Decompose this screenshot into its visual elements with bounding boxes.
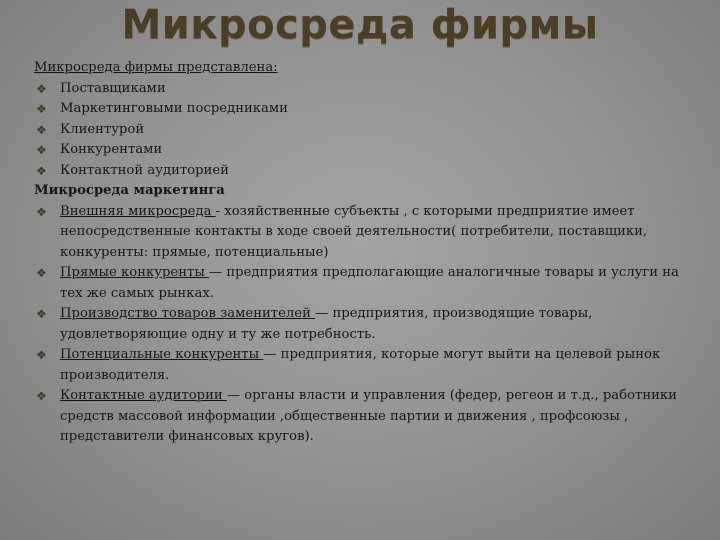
definition: — предприятия, производящие товары, удовлетворяющие одну и ту же потребность. [60,306,593,342]
diamond-bullet-icon: ❖ [36,389,47,403]
term: Контактные аудитории [60,388,227,403]
diamond-bullet-icon: ❖ [36,122,47,137]
list-item [34,345,694,386]
definition: — предприятия предполагающие аналогичные товары и услуги на тех же самых рынках. [60,265,679,301]
list-marketing [34,202,694,448]
list-item [34,79,694,100]
term: Внешняя микросреда [60,203,216,219]
slide-title: Микросреда фирмы [121,2,599,48]
term: Производство товаров заменителей [60,306,316,321]
section-heading-microenvironment: Микросреда фирмы представлена: [34,60,278,75]
list-item [34,140,694,161]
list-item [34,161,694,182]
diamond-bullet-icon: ❖ [36,204,47,219]
diamond-bullet-icon: ❖ [36,307,47,321]
list-microenvironment [34,79,694,182]
list-item [34,304,694,345]
definition: — предприятия, которые могут выйти на целевой рынок производителя. [60,347,661,383]
list-item [34,99,694,120]
list-item [34,263,694,304]
term: Потенциальные конкуренты [60,347,264,362]
diamond-bullet-icon: ❖ [36,266,47,280]
diamond-bullet-icon: ❖ [36,348,47,362]
list-item-text: Контактной аудиторией [60,162,229,178]
list-item-text: Маркетинговыми посредниками [60,101,288,116]
section-heading-marketing: Микросреда маркетинга [34,183,225,198]
diamond-bullet-icon: ❖ [36,143,47,157]
list-item-text: Клиентурой [60,121,145,137]
diamond-bullet-icon: ❖ [36,102,47,116]
list-item-text: Конкурентами [60,142,163,157]
definition: - хозяйственные субъекты , с которыми предприятие имеет непосредственные контакты в ходе своей деятельности( потребители, поставщики, конкуренты: прямые, потенциальные) [60,203,648,260]
list-item [34,120,694,141]
diamond-bullet-icon: ❖ [36,81,47,96]
diamond-bullet-icon: ❖ [36,163,47,178]
list-item [34,386,694,448]
term: Прямые конкуренты [60,265,210,280]
list-item [34,202,694,264]
list-item-text: Поставщиками [60,80,166,96]
definition: — органы власти и управления (федер, регеон и т.д., работники средств массовой информации ,общественные партии и движения , профсоюзы , представители финансовых кругов). [60,388,677,444]
slide-content [34,58,694,448]
